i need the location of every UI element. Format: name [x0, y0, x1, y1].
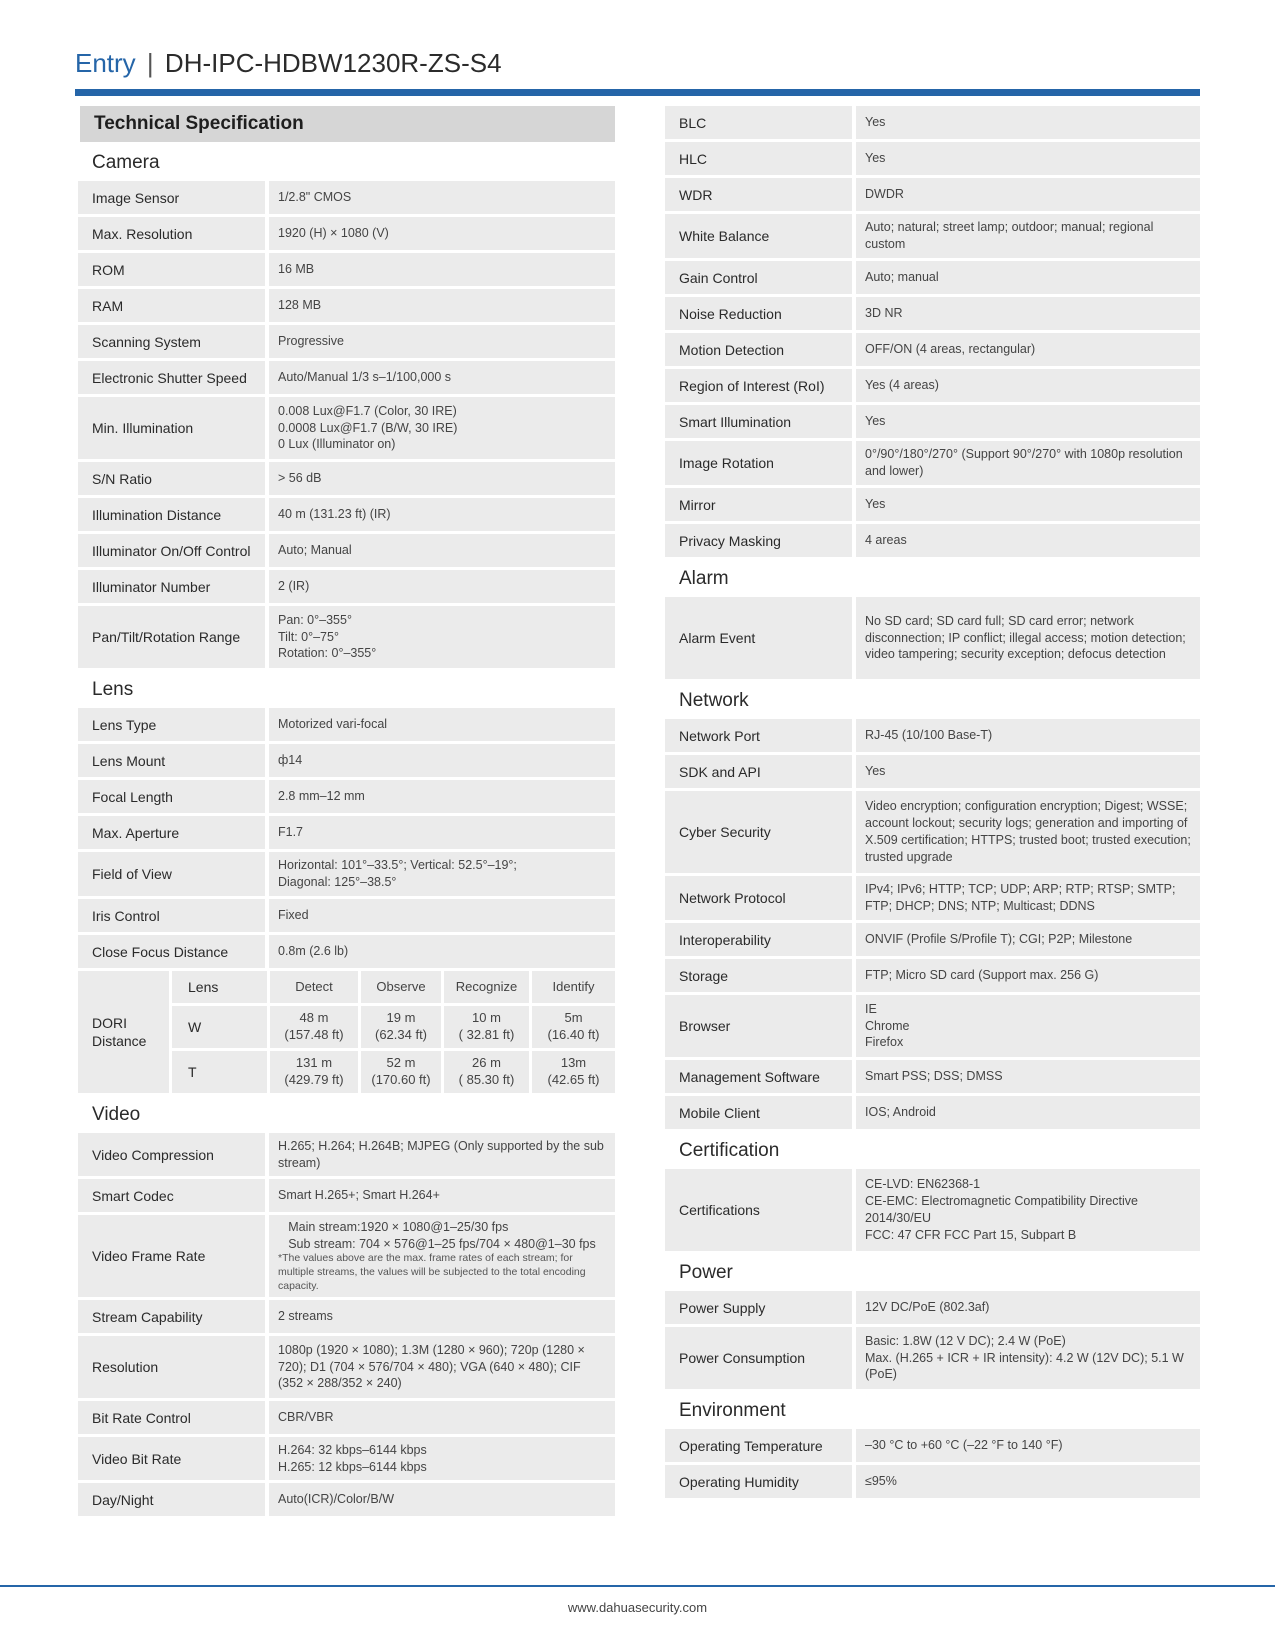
environment-table	[665, 1429, 1200, 1498]
spec-label: Max. Aperture	[78, 816, 265, 849]
spec-label: Max. Resolution	[78, 217, 265, 250]
spec-label: Focal Length	[78, 780, 265, 813]
spec-value: Pan: 0°–355° Tilt: 0°–75° Rotation: 0°–355°	[269, 606, 615, 668]
dori-cell: 26 m ( 85.30 ft)	[444, 1051, 529, 1093]
spec-row	[665, 719, 1200, 752]
spec-label: Pan/Tilt/Rotation Range	[78, 606, 265, 668]
spec-row	[665, 995, 1200, 1057]
dori-cell: 5m (16.40 ft)	[532, 1006, 615, 1048]
spec-row	[78, 498, 615, 531]
spec-value: Motorized vari-focal	[269, 708, 615, 741]
spec-value: 0°/90°/180°/270° (Support 90°/270° with 1080p resolution and lower)	[856, 441, 1200, 485]
spec-row	[78, 1336, 615, 1398]
spec-row	[665, 959, 1200, 992]
spec-label: Browser	[665, 995, 852, 1057]
spec-value: IPv4; IPv6; HTTP; TCP; UDP; ARP; RTP; RTSP; SMTP; FTP; DHCP; DNS; NTP; Multicast; DDNS	[856, 876, 1200, 920]
spec-label: Video Frame Rate	[78, 1215, 265, 1297]
spec-row	[665, 1429, 1200, 1462]
dori-header-identify: Identify	[532, 971, 615, 1003]
spec-row	[78, 1133, 615, 1176]
footer-url[interactable]: www.dahuasecurity.com	[567, 1600, 708, 1615]
spec-value: 40 m (131.23 ft) (IR)	[269, 498, 615, 531]
spec-row	[665, 405, 1200, 438]
spec-label: Iris Control	[78, 899, 265, 932]
spec-label: Day/Night	[78, 1483, 265, 1516]
spec-value: 1920 (H) × 1080 (V)	[269, 217, 615, 250]
left-column	[78, 106, 615, 1519]
spec-label: Illuminator On/Off Control	[78, 534, 265, 567]
spec-value: 16 MB	[269, 253, 615, 286]
dori-label: DORI Distance	[78, 971, 169, 1093]
spec-label: Storage	[665, 959, 852, 992]
spec-label: RAM	[78, 289, 265, 322]
page-title	[75, 48, 502, 79]
spec-label: Illumination Distance	[78, 498, 265, 531]
spec-row	[78, 1300, 615, 1333]
spec-row	[78, 744, 615, 777]
spec-label: ROM	[78, 253, 265, 286]
spec-row	[665, 106, 1200, 139]
spec-row	[78, 1437, 615, 1480]
certification-table	[665, 1169, 1200, 1251]
spec-row	[665, 1169, 1200, 1251]
spec-value: H.264: 32 kbps–6144 kbps H.265: 12 kbps–6144 kbps	[269, 1437, 615, 1480]
section-title-video: Video	[92, 1104, 141, 1125]
spec-label: Lens Type	[78, 708, 265, 741]
spec-row	[78, 1215, 615, 1297]
spec-value: DWDR	[856, 178, 1200, 211]
spec-value: OFF/ON (4 areas, rectangular)	[856, 333, 1200, 366]
spec-row	[665, 142, 1200, 175]
spec-value: Fixed	[269, 899, 615, 932]
spec-value: Yes (4 areas)	[856, 369, 1200, 402]
spec-value: 2.8 mm–12 mm	[269, 780, 615, 813]
spec-value: Yes	[856, 142, 1200, 175]
spec-value: Auto; natural; street lamp; outdoor; manual; regional custom	[856, 214, 1200, 258]
spec-value: Auto(ICR)/Color/B/W	[269, 1483, 615, 1516]
spec-value: Auto/Manual 1/3 s–1/100,000 s	[269, 361, 615, 394]
spec-row	[78, 534, 615, 567]
spec-value: 2 (IR)	[269, 570, 615, 603]
dori-cell: 10 m ( 32.81 ft)	[444, 1006, 529, 1048]
spec-label: Lens Mount	[78, 744, 265, 777]
power-table	[665, 1291, 1200, 1389]
spec-value: Auto; manual	[856, 261, 1200, 294]
spec-value: 0.008 Lux@F1.7 (Color, 30 IRE) 0.0008 Lux@F1.7 (B/W, 30 IRE) 0 Lux (Illuminator on)	[269, 397, 615, 459]
spec-label: Close Focus Distance	[78, 935, 265, 968]
spec-label: Electronic Shutter Speed	[78, 361, 265, 394]
spec-row	[78, 289, 615, 322]
spec-value: 3D NR	[856, 297, 1200, 330]
spec-label: Power Supply	[665, 1291, 852, 1324]
spec-row	[665, 1327, 1200, 1389]
section-title-certification: Certification	[679, 1140, 780, 1161]
spec-label: Video Compression	[78, 1133, 265, 1176]
spec-label: BLC	[665, 106, 852, 139]
spec-row	[665, 297, 1200, 330]
network-table	[665, 719, 1200, 1129]
section-title-environment: Environment	[679, 1400, 786, 1421]
spec-row	[665, 1291, 1200, 1324]
spec-row	[78, 852, 615, 896]
spec-value: Yes	[856, 405, 1200, 438]
spec-value: Yes	[856, 488, 1200, 521]
spec-label: Min. Illumination	[78, 397, 265, 459]
spec-label: Gain Control	[665, 261, 852, 294]
spec-label: Image Sensor	[78, 181, 265, 214]
spec-row	[78, 253, 615, 286]
spec-value: 128 MB	[269, 289, 615, 322]
spec-row	[665, 524, 1200, 557]
spec-value: H.265; H.264; H.264B; MJPEG (Only supported by the sub stream)	[269, 1133, 615, 1176]
spec-label: Certifications	[665, 1169, 852, 1251]
dori-lens-w: W	[172, 1006, 267, 1048]
spec-value: 4 areas	[856, 524, 1200, 557]
dori-header-lens: Lens	[172, 971, 267, 1003]
spec-row	[78, 606, 615, 668]
spec-label: Smart Codec	[78, 1179, 265, 1212]
spec-value: 0.8m (2.6 lb)	[269, 935, 615, 968]
spec-row	[665, 369, 1200, 402]
spec-value: –30 °C to +60 °C (–22 °F to 140 °F)	[856, 1429, 1200, 1462]
spec-label: Resolution	[78, 1336, 265, 1398]
spec-row	[665, 214, 1200, 258]
spec-label: Network Protocol	[665, 876, 852, 920]
frame-rate-value: Main stream:1920 × 1080@1–25/30 fps Sub stream: 704 × 576@1–25 fps/704 × 480@1–30 fps	[288, 1219, 596, 1251]
dori-table	[78, 971, 615, 1093]
spec-value: 2 streams	[269, 1300, 615, 1333]
spec-row	[665, 597, 1200, 679]
spec-label: Image Rotation	[665, 441, 852, 485]
spec-value	[269, 1215, 615, 1297]
series-label: Entry	[75, 48, 136, 78]
spec-label: Mirror	[665, 488, 852, 521]
video-table	[78, 1133, 615, 1516]
spec-row	[78, 361, 615, 394]
spec-row	[78, 181, 615, 214]
spec-value: CE-LVD: EN62368-1 CE-EMC: Electromagnetic Compatibility Directive 2014/30/EU FCC: 47 CFR FCC Part 15, Subpart B	[856, 1169, 1200, 1251]
spec-label: White Balance	[665, 214, 852, 258]
spec-value: F1.7	[269, 816, 615, 849]
spec-row	[78, 325, 615, 358]
spec-row	[665, 178, 1200, 211]
spec-label: Stream Capability	[78, 1300, 265, 1333]
spec-row	[78, 708, 615, 741]
spec-label: Privacy Masking	[665, 524, 852, 557]
spec-row	[665, 488, 1200, 521]
spec-row	[78, 570, 615, 603]
spec-label: Operating Humidity	[665, 1465, 852, 1498]
image-table	[665, 106, 1200, 557]
section-title-power: Power	[679, 1262, 733, 1283]
spec-row	[665, 791, 1200, 873]
spec-label: Power Consumption	[665, 1327, 852, 1389]
dori-header-observe: Observe	[361, 971, 441, 1003]
spec-label: Alarm Event	[665, 597, 852, 679]
spec-label: Management Software	[665, 1060, 852, 1093]
alarm-table	[665, 597, 1200, 679]
lens-table	[78, 708, 615, 1093]
spec-row	[665, 441, 1200, 485]
spec-value: Horizontal: 101°–33.5°; Vertical: 52.5°–19°; Diagonal: 125°–38.5°	[269, 852, 615, 896]
spec-label: Field of View	[78, 852, 265, 896]
spec-value: Smart PSS; DSS; DMSS	[856, 1060, 1200, 1093]
dori-cell: 48 m (157.48 ft)	[270, 1006, 358, 1048]
spec-value: ≤95%	[856, 1465, 1200, 1498]
spec-row	[665, 261, 1200, 294]
spec-value: Yes	[856, 106, 1200, 139]
spec-label: WDR	[665, 178, 852, 211]
spec-label: SDK and API	[665, 755, 852, 788]
title-separator: |	[146, 48, 154, 78]
spec-value: Smart H.265+; Smart H.264+	[269, 1179, 615, 1212]
spec-label: Smart Illumination	[665, 405, 852, 438]
spec-label: Cyber Security	[665, 791, 852, 873]
spec-value: CBR/VBR	[269, 1401, 615, 1434]
spec-label: Noise Reduction	[665, 297, 852, 330]
spec-value: > 56 dB	[269, 462, 615, 495]
spec-value: No SD card; SD card full; SD card error; network disconnection; IP conflict; illegal access; motion detection; video tampering; security exception; defocus detection	[856, 597, 1200, 679]
spec-value: ф14	[269, 744, 615, 777]
spec-row	[78, 1483, 615, 1516]
spec-label: Region of Interest (RoI)	[665, 369, 852, 402]
spec-value: Auto; Manual	[269, 534, 615, 567]
model-number: DH-IPC-HDBW1230R-ZS-S4	[164, 48, 502, 78]
spec-label: S/N Ratio	[78, 462, 265, 495]
spec-row	[78, 397, 615, 459]
spec-row	[78, 816, 615, 849]
spec-label: Video Bit Rate	[78, 1437, 265, 1480]
spec-value: 12V DC/PoE (802.3af)	[856, 1291, 1200, 1324]
spec-value: IE Chrome Firefox	[856, 995, 1200, 1057]
dori-header-detect: Detect	[270, 971, 358, 1003]
spec-value: 1080p (1920 × 1080); 1.3M (1280 × 960); 720p (1280 × 720); D1 (704 × 576/704 × 480); VGA (640 × 480); CIF (352 × 288/352 × 240)	[269, 1336, 615, 1398]
spec-row	[78, 1401, 615, 1434]
dori-lens-t: T	[172, 1051, 267, 1093]
spec-row	[78, 217, 615, 250]
spec-value: IOS; Android	[856, 1096, 1200, 1129]
dori-cell: 131 m (429.79 ft)	[270, 1051, 358, 1093]
spec-label: Operating Temperature	[665, 1429, 852, 1462]
spec-row	[665, 923, 1200, 956]
spec-value: Video encryption; configuration encryption; Digest; WSSE; account lockout; security logs; generation and importing of X.509 certification; HTTPS; trusted boot; trusted execution; trusted upgrade	[856, 791, 1200, 873]
spec-label: Illuminator Number	[78, 570, 265, 603]
spec-row	[665, 333, 1200, 366]
spec-value: Basic: 1.8W (12 V DC); 2.4 W (PoE) Max. (H.265 + ICR + IR intensity): 4.2 W (12V DC); 5.1 W (PoE)	[856, 1327, 1200, 1389]
spec-value: Progressive	[269, 325, 615, 358]
spec-row	[665, 876, 1200, 920]
spec-title: Technical Specification	[80, 106, 615, 142]
spec-row	[78, 935, 615, 968]
spec-row	[665, 1060, 1200, 1093]
spec-value: Yes	[856, 755, 1200, 788]
spec-row	[78, 899, 615, 932]
section-title-network: Network	[679, 690, 749, 711]
camera-table	[78, 181, 615, 668]
spec-label: Interoperability	[665, 923, 852, 956]
footer-rule	[0, 1585, 1275, 1587]
spec-label: HLC	[665, 142, 852, 175]
spec-label: Bit Rate Control	[78, 1401, 265, 1434]
right-column	[665, 106, 1200, 1501]
section-title-camera: Camera	[92, 152, 160, 173]
spec-value: RJ-45 (10/100 Base-T)	[856, 719, 1200, 752]
spec-row	[665, 1465, 1200, 1498]
spec-row	[78, 462, 615, 495]
section-title-lens: Lens	[92, 679, 134, 700]
spec-value: ONVIF (Profile S/Profile T); CGI; P2P; Milestone	[856, 923, 1200, 956]
dori-cell: 52 m (170.60 ft)	[361, 1051, 441, 1093]
frame-rate-note: *The values above are the max. frame rates of each stream; for multiple streams, the values will be subjected to the total encoding capacity.	[278, 1252, 586, 1292]
header-rule	[75, 89, 1200, 96]
spec-row	[665, 755, 1200, 788]
spec-label: Scanning System	[78, 325, 265, 358]
spec-label: Motion Detection	[665, 333, 852, 366]
spec-value: 1/2.8" CMOS	[269, 181, 615, 214]
spec-label: Network Port	[665, 719, 852, 752]
spec-label: Mobile Client	[665, 1096, 852, 1129]
spec-row	[78, 780, 615, 813]
dori-header-recognize: Recognize	[444, 971, 529, 1003]
spec-row	[78, 1179, 615, 1212]
spec-row	[665, 1096, 1200, 1129]
dori-cell: 13m (42.65 ft)	[532, 1051, 615, 1093]
dori-cell: 19 m (62.34 ft)	[361, 1006, 441, 1048]
spec-value: FTP; Micro SD card (Support max. 256 G)	[856, 959, 1200, 992]
section-title-alarm: Alarm	[679, 568, 729, 589]
